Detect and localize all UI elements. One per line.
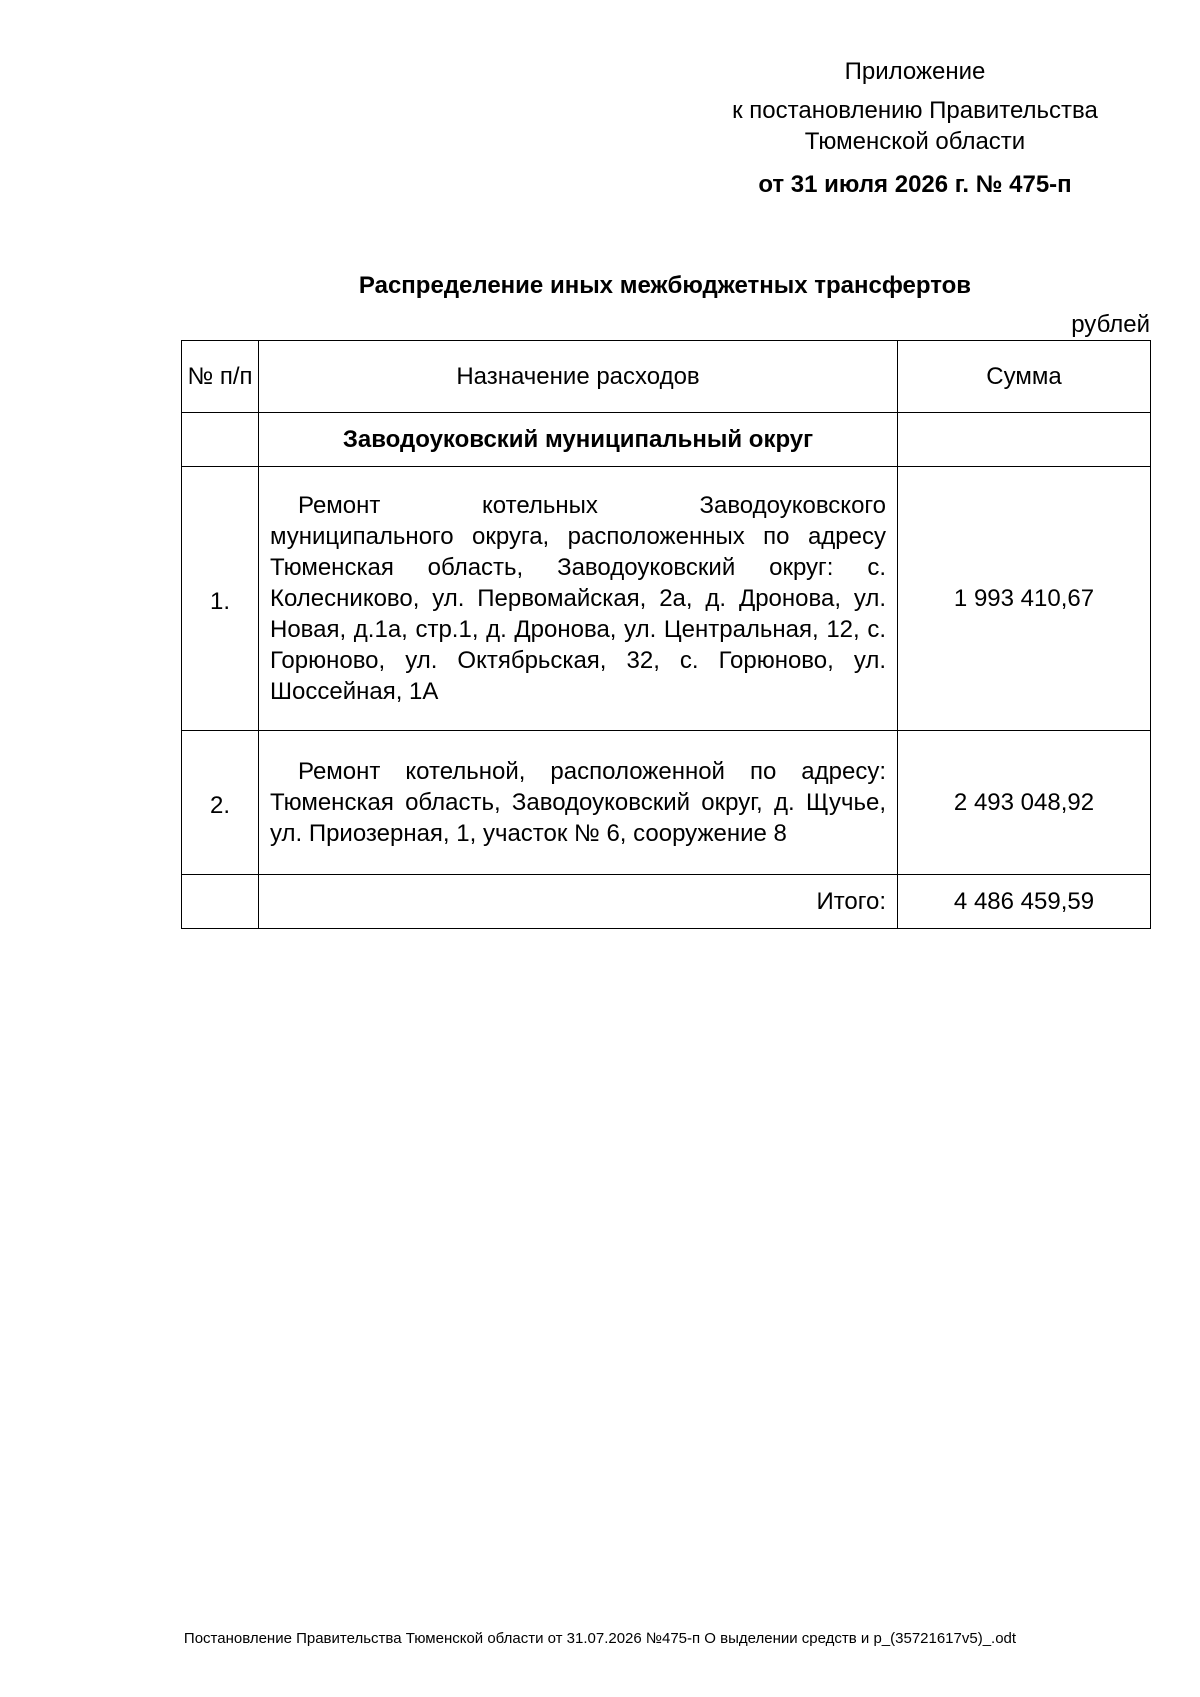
units-label: рублей [1071, 311, 1150, 338]
table-row [182, 467, 1151, 731]
header-amount: Сумма [898, 341, 1151, 413]
table-row [182, 731, 1151, 875]
total-amount: 4 486 459,59 [898, 875, 1151, 929]
appendix-date-number: от 31 июля 2026 г. № 475-п [758, 171, 1072, 198]
row-purpose: Ремонт котельной, расположенной по адресу: Тюменская область, Заводоуковский округ, д. Щучье, ул. Приозерная, 1, участок № 6, сооружение 8 [259, 731, 898, 875]
page-footer: Постановление Правительства Тюменской области от 31.07.2026 №475-п О выделении средств и р_(35721617v5)_.odt [183, 1630, 1017, 1647]
total-label: Итого: [259, 875, 898, 929]
appendix-block [700, 56, 1130, 200]
row-number: 1. [182, 467, 259, 731]
header-number: № п/п [182, 341, 259, 413]
row-amount: 1 993 410,67 [898, 467, 1151, 731]
district-empty-sum [898, 413, 1151, 467]
transfers-table [181, 340, 1151, 929]
row-purpose: Ремонт котельных Заводоуковского муниципального округа, расположенных по адресу Тюменская область, Заводоуковский округ: с. Колесниково, ул. Первомайская, 2а, д. Дронова, ул. Новая, д.1а, стр.1, д. Дронова, ул. Центральная, 12, с. Горюново, ул. Октябрьская, 32, с. Горюново, ул. Шоссейная, 1А [259, 467, 898, 731]
row-number: 2. [182, 731, 259, 875]
district-name: Заводоуковский муниципальный округ [259, 413, 898, 467]
document-title: Распределение иных межбюджетных трансфертов [358, 272, 972, 299]
district-empty-cell [182, 413, 259, 467]
header-purpose: Назначение расходов [259, 341, 898, 413]
row-amount: 2 493 048,92 [898, 731, 1151, 875]
appendix-resolution-line: к постановлению Правительства [732, 97, 1098, 124]
table-header-row [182, 341, 1151, 413]
total-empty-cell [182, 875, 259, 929]
appendix-region: Тюменской области [804, 128, 1026, 155]
district-row [182, 413, 1151, 467]
total-row [182, 875, 1151, 929]
appendix-label: Приложение [844, 58, 986, 85]
